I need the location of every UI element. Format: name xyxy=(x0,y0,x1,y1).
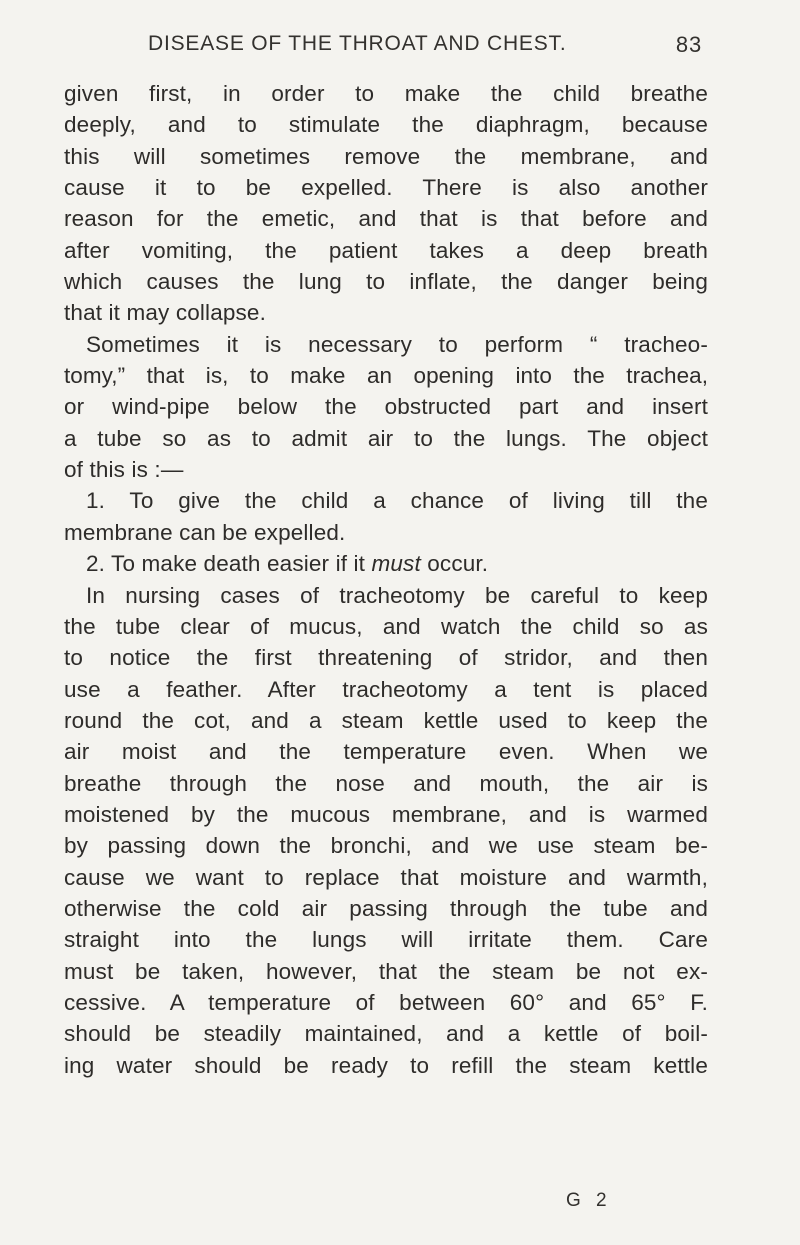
body-text xyxy=(64,78,708,1081)
running-title: DISEASE OF THE THROAT AND CHEST. xyxy=(148,32,567,55)
text-line: which causes the lung to inflate, the danger being xyxy=(64,269,708,295)
list-item-2-text: 2. To make death easier if it xyxy=(86,551,372,577)
text-line: membrane can be expelled. xyxy=(64,519,346,545)
text-line: the tube clear of mucus, and watch the child so as xyxy=(64,613,708,639)
text-line: should be steadily maintained, and a kettle of boil- xyxy=(64,1021,708,1047)
text-line: straight into the lungs will irritate them. Care xyxy=(64,927,708,953)
text-line: cause we want to replace that moisture and warmth, xyxy=(64,864,708,890)
text-line: this will sometimes remove the membrane, and xyxy=(64,143,708,169)
text-line: or wind-pipe below the obstructed part and insert xyxy=(64,394,708,420)
text-line: by passing down the bronchi, and we use steam be- xyxy=(64,833,708,859)
list-item-1: 1. To give the child a chance of living till the xyxy=(86,488,708,514)
text-line: tomy,” that is, to make an opening into the trachea, xyxy=(64,363,708,389)
text-line: that it may collapse. xyxy=(64,300,266,326)
text-line: cause it to be expelled. There is also another xyxy=(64,175,708,201)
text-line: reason for the emetic, and that is that before and xyxy=(64,206,708,232)
text-line: to notice the first threatening of stridor, and then xyxy=(64,645,708,671)
text-line: cessive. A temperature of between 60° and 65° F. xyxy=(64,989,708,1015)
signature-mark: G 2 xyxy=(566,1190,612,1211)
text-line: of this is :— xyxy=(64,457,184,483)
text-line: must be taken, however, that the steam be not ex- xyxy=(64,958,708,984)
emphasized-word: must xyxy=(371,551,421,577)
list-item-2-tail: occur. xyxy=(420,551,489,577)
text-line: round the cot, and a steam kettle used to keep the xyxy=(64,707,708,733)
text-line: ing water should be ready to refill the steam kettle xyxy=(64,1052,708,1078)
text-line: moistened by the mucous membrane, and is warmed xyxy=(64,801,708,827)
list-item-2 xyxy=(64,548,708,579)
text-line: deeply, and to stimulate the diaphragm, because xyxy=(64,112,708,138)
running-head xyxy=(140,32,700,62)
text-line: In nursing cases of tracheotomy be careful to keep xyxy=(86,582,708,608)
text-line: a tube so as to admit air to the lungs. The object xyxy=(64,425,708,451)
text-line: Sometimes it is necessary to perform “ tracheo- xyxy=(86,331,708,357)
text-line: otherwise the cold air passing through the tube and xyxy=(64,895,708,921)
page-number: 83 xyxy=(675,32,702,57)
text-line: use a feather. After tracheotomy a tent is placed xyxy=(64,676,708,702)
text-line: air moist and the temperature even. When we xyxy=(64,739,708,765)
text-line: breathe through the nose and mouth, the air is xyxy=(64,770,708,796)
text-line: given first, in order to make the child breathe xyxy=(64,81,708,106)
text-line: after vomiting, the patient takes a deep breath xyxy=(64,237,708,263)
